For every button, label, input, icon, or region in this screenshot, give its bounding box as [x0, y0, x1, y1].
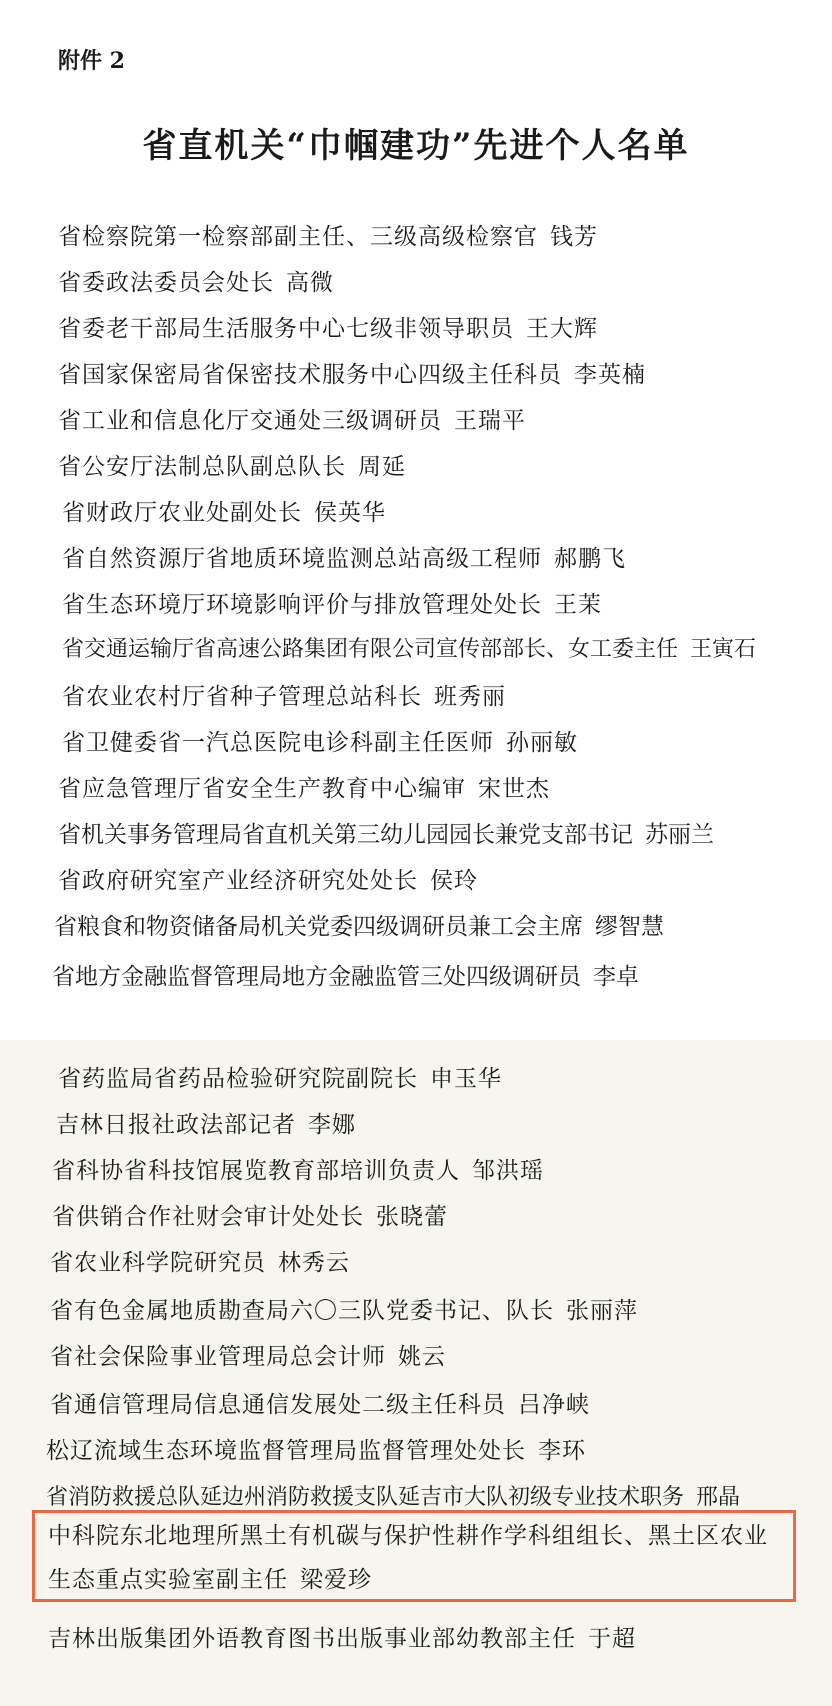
list-item: [46, 1480, 740, 1511]
entry-position: 省检察院第一检察部副主任、三级高级检察官: [58, 224, 538, 250]
list-item: [58, 264, 334, 297]
list-item: [56, 1106, 356, 1139]
entry-name: 侯玲: [430, 868, 478, 894]
entry-name: 郝鹏飞: [554, 546, 626, 572]
entry-position: 省通信管理局信息通信发展处二级主任科员: [50, 1392, 506, 1418]
entry-name: 张晓蕾: [376, 1204, 448, 1230]
list-item: [62, 724, 578, 757]
entry-position: 省供销合作社财会审计处处长: [52, 1204, 364, 1230]
entry-name: 李环: [538, 1438, 586, 1464]
list-item: [58, 310, 598, 343]
entry-position: 省粮食和物资储备局机关党委四级调研员兼工会主席: [54, 914, 583, 940]
entry-name: 孙丽敏: [506, 730, 578, 756]
entry-position: 省消防救援总队延边州消防救援支队延吉市大队初级专业技术职务: [46, 1485, 685, 1510]
entry-name: 李卓: [593, 964, 639, 990]
list-item: [58, 862, 478, 895]
entry-position: 松辽流域生态环境监督管理局监督管理处处长: [46, 1438, 526, 1464]
list-item: [58, 816, 714, 849]
list-item: [62, 586, 602, 619]
list-item: [58, 402, 526, 435]
list-item: [46, 1432, 586, 1465]
entry-name: 林秀云: [278, 1250, 350, 1276]
entry-position: 省委政法委员会处长: [58, 270, 274, 296]
entry-position: 省政府研究室产业经济研究处处长: [58, 868, 418, 894]
entry-position: 省自然资源厅省地质环境监测总站高级工程师: [62, 546, 542, 572]
entry-position: 省农业农村厅省种子管理总站科长: [62, 684, 422, 710]
entry-name: 吕净峡: [518, 1392, 590, 1418]
entry-position: 省有色金属地质勘查局六〇三队党委书记、队长: [50, 1298, 554, 1324]
entry-name: 钱芳: [550, 224, 598, 250]
list-item: [58, 448, 406, 481]
entry-name: 张丽萍: [566, 1298, 638, 1324]
list-item: [50, 1338, 446, 1371]
list-item: [62, 632, 756, 663]
highlight-box: [32, 1510, 796, 1602]
attachment-label: 附件 2: [58, 48, 125, 74]
entry-name: 邢晶: [696, 1485, 741, 1510]
list-item: [58, 1060, 502, 1093]
entry-position: 省地方金融监督管理局地方金融监管三处四级调研员: [52, 964, 581, 990]
entry-position: 省生态环境厅环境影响评价与排放管理处处长: [62, 592, 542, 618]
entry-position: 省科协省科技馆展览教育部培训负责人: [52, 1158, 460, 1184]
entry-position: 省委老干部局生活服务中心七级非领导职员: [58, 316, 514, 342]
entry-position: 省财政厅农业处副处长: [62, 500, 302, 526]
entry-name: 宋世杰: [478, 776, 550, 802]
page-lower-section: [0, 1040, 832, 1706]
entry-name: 侯英华: [314, 500, 386, 526]
list-item: [50, 1244, 350, 1277]
entry-position: 省社会保险事业管理局总会计师: [50, 1344, 386, 1370]
entry-name: 梁爱珍: [300, 1567, 372, 1593]
entry-name: 姚云: [398, 1344, 446, 1370]
entry-position: 中科院东北地理所黑土有机碳与保护性耕作学科组组长、黑土区农业生态重点实验室副主任: [48, 1523, 768, 1593]
entry-name: 王大辉: [526, 316, 598, 342]
list-item: [62, 540, 626, 573]
entry-position: 省农业科学院研究员: [50, 1250, 266, 1276]
entry-name: 苏丽兰: [645, 822, 714, 848]
entry-name: 申玉华: [430, 1066, 502, 1092]
list-item: [62, 678, 506, 711]
list-item: [58, 218, 598, 251]
entry-name: 李娜: [308, 1112, 356, 1138]
entry-name: 缪智慧: [595, 914, 664, 940]
entry-name: 李英楠: [574, 362, 646, 388]
list-item: [54, 908, 664, 941]
entry-name: 于超: [588, 1626, 636, 1652]
entry-position: 省公安厅法制总队副总队长: [58, 454, 346, 480]
list-item: [50, 1386, 590, 1419]
entry-name: 高微: [286, 270, 334, 296]
entry-position: 省工业和信息化厅交通处三级调研员: [58, 408, 442, 434]
entry-position: 省交通运输厅省高速公路集团有限公司宣传部部长、女工委主任: [62, 637, 679, 662]
page-title: 省直机关“巾帼建功”先进个人名单: [142, 126, 690, 166]
list-item: [52, 958, 639, 991]
entry-name: 周延: [358, 454, 406, 480]
entry-name: 班秀丽: [434, 684, 506, 710]
list-item: [52, 1198, 448, 1231]
entry-position: 省国家保密局省保密技术服务中心四级主任科员: [58, 362, 562, 388]
entry-name: 邹洪瑶: [472, 1158, 544, 1184]
list-item: [62, 494, 386, 527]
entry-position: 吉林日报社政法部记者: [56, 1112, 296, 1138]
entry-name: 王瑞平: [454, 408, 526, 434]
entry-position: 省应急管理厅省安全生产教育中心编审: [58, 776, 466, 802]
entry-name: 王茉: [554, 592, 602, 618]
list-item: [58, 770, 550, 803]
entry-name: 王寅石: [690, 637, 757, 662]
list-item: [50, 1292, 638, 1325]
list-item: [52, 1152, 544, 1185]
list-item: [48, 1620, 636, 1653]
list-item: [58, 356, 646, 389]
entry-position: 省卫健委省一汽总医院电诊科副主任医师: [62, 730, 494, 756]
entry-position: 省药监局省药品检验研究院副院长: [58, 1066, 418, 1092]
entry-position: 吉林出版集团外语教育图书出版事业部幼教部主任: [48, 1626, 576, 1652]
entry-position: 省机关事务管理局省直机关第三幼儿园园长兼党支部书记: [58, 822, 633, 848]
